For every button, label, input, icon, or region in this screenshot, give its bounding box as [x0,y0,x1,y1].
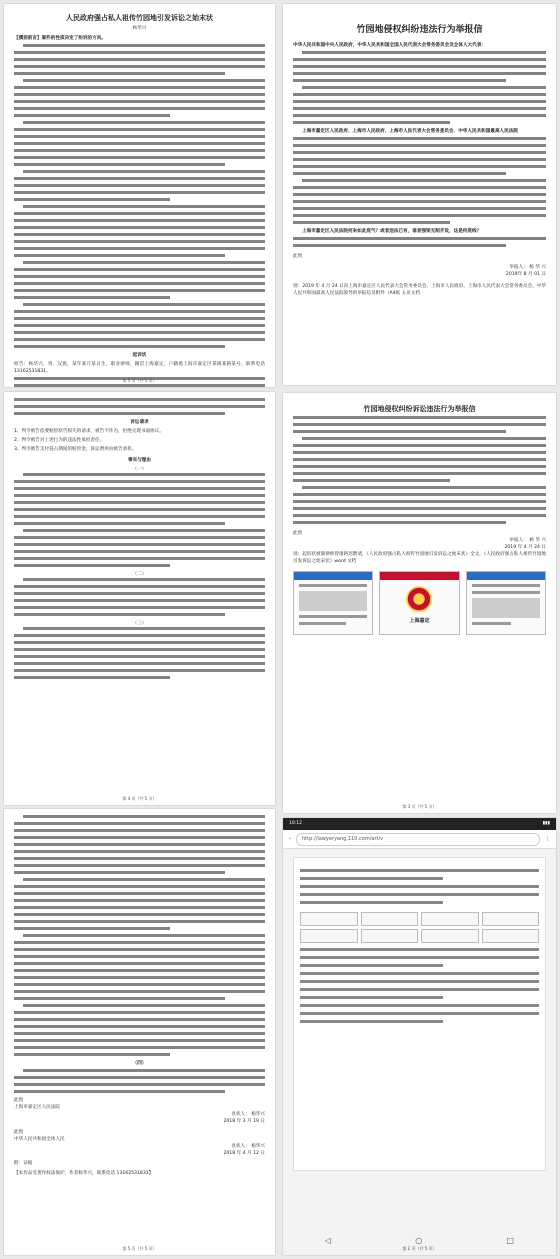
document-page-3 [4,392,275,805]
attachment-note: 别：2019 年 4 月 24 日向上海市嘉定区人民代表大会常务委员会、上海市人民政府、上海市人民代表大会常务委员会、中华人民共和国最高人民法院领导的举报信及附件（A4纸 五页文档 [293,284,546,296]
page-title: 竹园地侵权纠纷违法行为举报信 [356,25,483,35]
bold-statement: 上海市嘉定区人民政府、上海市人民政府、上海市人民代表大会常务委员会、中华人民共和国最高人民法院 [302,129,518,134]
page-title: 竹园地侵权纠纷诉讼违法行为举报信 [363,405,476,413]
signature-date: 2019年 8 月 01 日 [505,272,546,277]
page-footer: 第 3 页（共 5 页） [402,804,437,809]
section-heading: 起诉状 [132,353,147,358]
signer-name: 杨 华 兴 [529,538,546,543]
document-page-1 [4,4,275,387]
document-page-4 [283,393,556,813]
subsection-heading: （三） [132,621,147,626]
page-title: 人民政府强占私人祖传竹园地引发诉讼之始末状 [66,14,213,22]
applicant-label: 具状人： [231,1112,250,1117]
browser-toolbar [283,830,556,849]
signer-label: 举报人： [509,265,528,270]
copyright-notice: 【本作品受著作权法保护，作者杨华兴，联系电话 13162531831】 [14,1171,154,1176]
status-bar [283,818,556,830]
screenshot-thumbnail [466,571,546,635]
subsection-heading: （一） [132,467,147,472]
screenshot-thumbnail [293,571,373,635]
subsection-heading: （二） [132,572,147,577]
nav-home-icon[interactable]: ○ [415,1236,423,1245]
signature-date: 2018 年 3 月 19 日 [223,1119,265,1124]
web-content [293,857,546,1171]
attachment-label: 附：证据 [14,1161,33,1166]
screenshot-gallery [293,571,546,635]
closing: 此致 [293,254,303,259]
back-icon[interactable]: ‹ [289,836,291,842]
signer-name: 杨 华 兴 [529,265,546,270]
addressee: 上海市嘉定区人民法院 [14,1105,60,1110]
body-text [14,398,265,415]
lead-paragraph: 【撰前前言】案件的性质决定了纷诉的方向。 [14,36,106,41]
claim-item: 1、判令被告依要赔偿原告损失的请求，被告不作为，拒绝兑现书面协议。 [14,429,164,434]
closing: 此致 [14,1098,24,1103]
menu-icon[interactable]: ⋮ [545,836,550,842]
addressee: 中华人民共和国全体人民 [14,1137,65,1142]
status-time: 10:12 [289,821,302,826]
document-page-5 [4,809,275,1255]
browser-nav [283,1236,556,1245]
document-page-6 [283,818,556,1255]
emblem-icon [406,586,432,612]
applicant-name: 杨华兴 [251,1112,265,1117]
author: 杨华兴 [132,26,147,31]
closing: 此致 [293,531,303,536]
recipients: 中华人民共和国中央人民政府，中华人民共和国全国人民代表大会常务委员会及全体人大代表： [293,43,486,48]
attachment-note: 别：起诉状被副律师曾康阿迟聘请，《人民政府强占私人祖传竹园地引发诉讼之始末状》全文，《人民政府强占私人祖传竹园地引发诉讼之始末状》word 文档 [293,552,546,564]
applicant-name: 杨华兴 [251,1144,265,1149]
signature-date: 2019 年 4 月 24 日 [504,545,546,550]
parties-text: 原告：杨华兴，男，汉族，某年某月某日生，职业律师，籍贯上海嘉定，户籍地上海市嘉定区某镇某路某号。联系电话 13162531831。 [14,362,265,374]
claim-item: 2、判令被告对上述行为的违法性承担责任。 [14,438,105,443]
bold-question: 上海市嘉定区人民法院何来如此底气？或者违法已有，谁者强梁无制开设，这是何底线？ [302,229,482,234]
section-heading: 事实与理由 [128,458,151,463]
closing: 此致 [14,1130,24,1135]
screenshot-thumbnail [379,571,459,635]
page-footer: 第 2 页（共 5 页） [402,1246,437,1251]
shot-caption: 上海嘉定 [409,618,430,624]
signer-label: 举报人： [509,538,528,543]
section-heading: 诉讼请求 [130,420,149,425]
nav-back-icon[interactable]: ◁ [325,1236,332,1245]
claim-item: 3、判令被告支付侵占期间的赔偿金，诉讼费用由被告承担。 [14,447,137,452]
body-text [293,416,546,524]
page-footer: 第 5 页（共 5 页） [122,1246,157,1251]
section-heading: （四） [132,1061,147,1066]
body-text [293,51,546,124]
document-page-2 [283,4,556,385]
page-footer: 第 4 页（共 5 页） [122,796,157,801]
page-footer: 第 5 页（共 5 页） [122,378,157,383]
nav-recent-icon[interactable]: □ [506,1236,514,1245]
body-text [14,44,265,348]
signature-date: 2018 年 4 月 12 日 [223,1151,265,1156]
address-bar[interactable]: http://lawyeryang.110.com/art/v [296,833,540,846]
battery-icon: ▮▮▮ [542,821,550,826]
applicant-label: 具状人： [231,1144,250,1149]
body-text [14,815,265,1056]
